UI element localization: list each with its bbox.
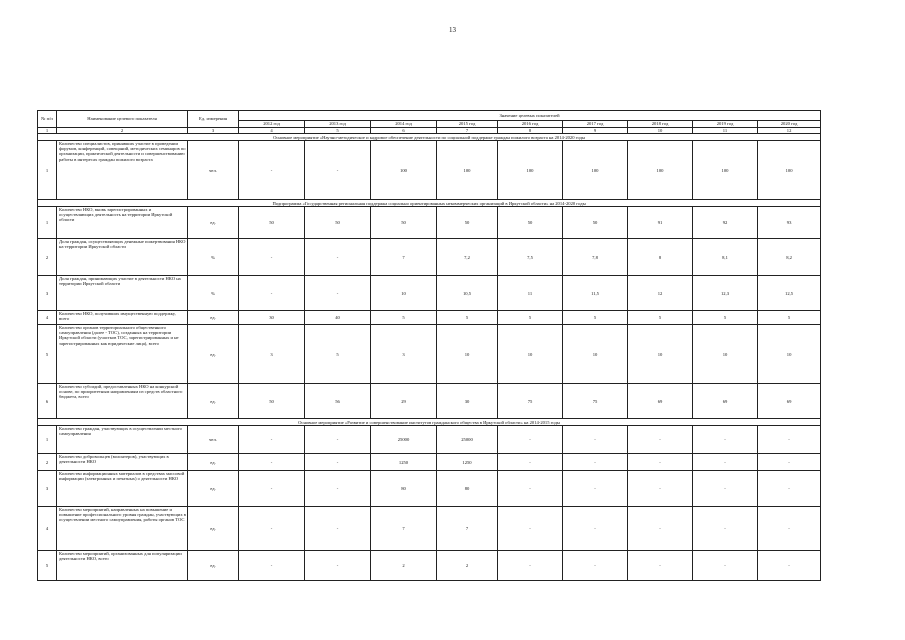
unit-cell: % <box>188 276 239 311</box>
indicator-name: Доля граждан, принимающих участие в деятельности НКО на территории Иркутской области <box>57 276 188 311</box>
value-cell: 100 <box>758 141 821 200</box>
value-cell: 5 <box>498 311 563 325</box>
value-cell: - <box>239 239 305 276</box>
table-row <box>38 276 821 311</box>
unit-cell: ед. <box>188 384 239 419</box>
section-header-row <box>38 419 821 426</box>
value-cell: 5 <box>563 311 628 325</box>
value-cell: 10 <box>628 325 693 384</box>
value-cell: - <box>563 471 628 507</box>
value-cell: 100 <box>563 141 628 200</box>
header-year: 2016 год <box>498 121 563 128</box>
value-cell: 50 <box>563 207 628 239</box>
row-number: 4 <box>38 311 57 325</box>
value-cell: 100 <box>628 141 693 200</box>
value-cell: 5 <box>693 311 758 325</box>
value-cell: - <box>239 507 305 551</box>
value-cell: 1250 <box>437 454 498 471</box>
value-cell: 29 <box>371 384 437 419</box>
table-row <box>38 426 821 454</box>
value-cell: - <box>498 471 563 507</box>
row-number: 4 <box>38 507 57 551</box>
value-cell: 56 <box>305 384 371 419</box>
header-year: 2019 год <box>693 121 758 128</box>
section-title: Подпрограмма «Государственная региональная поддержка социально ориентированных некоммерческих организаций в Иркутской области» на 2014-2020 годы <box>38 200 821 207</box>
value-cell: 11 <box>498 276 563 311</box>
value-cell: 8 <box>628 239 693 276</box>
value-cell: - <box>305 551 371 581</box>
value-cell: - <box>239 454 305 471</box>
value-cell: 7,2 <box>437 239 498 276</box>
value-cell: 100 <box>693 141 758 200</box>
row-number: 2 <box>38 239 57 276</box>
value-cell: 69 <box>628 384 693 419</box>
unit-cell: ед. <box>188 551 239 581</box>
value-cell: - <box>563 551 628 581</box>
value-cell: 11,5 <box>563 276 628 311</box>
value-cell: - <box>693 507 758 551</box>
header-num: № п/п <box>38 111 57 128</box>
value-cell: - <box>758 471 821 507</box>
value-cell: - <box>693 471 758 507</box>
value-cell: 12,5 <box>758 276 821 311</box>
value-cell: 50 <box>498 207 563 239</box>
value-cell: - <box>563 454 628 471</box>
row-number: 1 <box>38 426 57 454</box>
column-number: 9 <box>563 128 628 134</box>
unit-cell: чел. <box>188 141 239 200</box>
table-body <box>38 111 821 581</box>
row-number: 5 <box>38 325 57 384</box>
row-number: 3 <box>38 471 57 507</box>
value-cell: 10 <box>371 276 437 311</box>
value-cell: 40 <box>305 311 371 325</box>
value-cell: - <box>758 426 821 454</box>
column-number: 7 <box>437 128 498 134</box>
value-cell: 2 <box>371 551 437 581</box>
value-cell: 93 <box>758 207 821 239</box>
value-cell: 80 <box>437 471 498 507</box>
value-cell: - <box>498 551 563 581</box>
value-cell: 100 <box>437 141 498 200</box>
page-number: 13 <box>449 26 456 34</box>
section-title: Основное мероприятие «Развитие и совершенствование институтов гражданского общества в Иркутской области» на 2014-2015 годы <box>38 419 821 426</box>
column-number: 5 <box>305 128 371 134</box>
value-cell: 7 <box>371 507 437 551</box>
indicator-name: Количество органов территориального общественного самоуправления (далее - ТОС), созданных на территории Иркутской области (участков ТОС, зарегистрированных и не зарегистрированных как юридические лица), всего <box>57 325 188 384</box>
value-cell: - <box>239 551 305 581</box>
indicator-name: Количество мероприятий, организованных для популяризации деятельности НКО, всего <box>57 551 188 581</box>
value-cell: - <box>305 426 371 454</box>
table-row <box>38 454 821 471</box>
indicator-name: Количество мероприятий, направленных на повышение и повышение профессионального уровня граждан, участвующих в осуществлении местного самоуправления, работы органов ТОС <box>57 507 188 551</box>
value-cell: 75 <box>563 384 628 419</box>
value-cell: 92 <box>693 207 758 239</box>
value-cell: - <box>628 454 693 471</box>
column-number: 1 <box>38 128 57 134</box>
value-cell: - <box>758 551 821 581</box>
header-year: 2014 год <box>371 121 437 128</box>
value-cell: 5 <box>437 311 498 325</box>
row-number: 2 <box>38 454 57 471</box>
indicator-name: Количество НКО, получивших имущественную поддержку, всего <box>57 311 188 325</box>
value-cell: - <box>758 454 821 471</box>
table-row <box>38 207 821 239</box>
column-number: 10 <box>628 128 693 134</box>
unit-cell: чел. <box>188 426 239 454</box>
value-cell: 7 <box>371 239 437 276</box>
row-number: 5 <box>38 551 57 581</box>
value-cell: 10 <box>563 325 628 384</box>
value-cell: - <box>628 471 693 507</box>
table-row <box>38 325 821 384</box>
target-indicators-table <box>37 110 821 581</box>
value-cell: 5 <box>758 311 821 325</box>
header-name: Наименование целевого показателя <box>57 111 188 128</box>
value-cell: 7,5 <box>498 239 563 276</box>
value-cell: - <box>239 141 305 200</box>
value-cell: 7 <box>437 507 498 551</box>
table-row <box>38 471 821 507</box>
value-cell: 8,1 <box>693 239 758 276</box>
header-year: 2013 год <box>305 121 371 128</box>
column-number: 12 <box>758 128 821 134</box>
value-cell: - <box>305 141 371 200</box>
value-cell: 2 <box>437 551 498 581</box>
value-cell: - <box>305 454 371 471</box>
value-cell: 50 <box>371 207 437 239</box>
row-number: 1 <box>38 207 57 239</box>
header-values: Значение целевых показателей <box>239 111 821 121</box>
value-cell: - <box>239 426 305 454</box>
table-row <box>38 507 821 551</box>
value-cell: - <box>628 507 693 551</box>
value-cell: - <box>563 507 628 551</box>
row-number: 1 <box>38 141 57 200</box>
column-number: 4 <box>239 128 305 134</box>
indicator-name: Количество субсидий, предоставленных НКО на конкурсной основе, по приоритетным направлениям из средств областного бюджета, всего <box>57 384 188 419</box>
header-year: 2020 год <box>758 121 821 128</box>
value-cell: 100 <box>498 141 563 200</box>
table-row <box>38 311 821 325</box>
value-cell: 50 <box>305 207 371 239</box>
indicator-name: Количество граждан, участвующих в осуществлении местного самоуправления <box>57 426 188 454</box>
value-cell: 1250 <box>371 454 437 471</box>
value-cell: 10 <box>758 325 821 384</box>
value-cell: 25000 <box>371 426 437 454</box>
section-header-row <box>38 134 821 141</box>
value-cell: 50 <box>239 384 305 419</box>
value-cell: 12 <box>628 276 693 311</box>
row-number: 3 <box>38 276 57 311</box>
table-row <box>38 384 821 419</box>
unit-cell: ед. <box>188 507 239 551</box>
value-cell: - <box>498 454 563 471</box>
header-unit: Ед. измерения <box>188 111 239 128</box>
value-cell: 80 <box>371 471 437 507</box>
value-cell: 69 <box>758 384 821 419</box>
value-cell: - <box>498 507 563 551</box>
header-year: 2018 год <box>628 121 693 128</box>
value-cell: 25000 <box>437 426 498 454</box>
value-cell: - <box>628 426 693 454</box>
value-cell: - <box>305 471 371 507</box>
value-cell: - <box>239 471 305 507</box>
value-cell: 12,3 <box>693 276 758 311</box>
column-number: 6 <box>371 128 437 134</box>
value-cell: 8,2 <box>758 239 821 276</box>
row-number: 6 <box>38 384 57 419</box>
value-cell: 10 <box>693 325 758 384</box>
value-cell: 5 <box>628 311 693 325</box>
value-cell: - <box>628 551 693 581</box>
value-cell: 3 <box>371 325 437 384</box>
unit-cell: % <box>188 239 239 276</box>
section-title: Основное мероприятие «Научно-методическое и кадровое обеспечение деятельности по социальной поддержке граждан пожилого возраста на 2014-2020 годы <box>38 134 821 141</box>
column-number: 3 <box>188 128 239 134</box>
value-cell: 75 <box>498 384 563 419</box>
value-cell: 3 <box>239 325 305 384</box>
value-cell: 69 <box>693 384 758 419</box>
unit-cell: ед. <box>188 454 239 471</box>
value-cell: 10 <box>498 325 563 384</box>
value-cell: 30 <box>239 311 305 325</box>
value-cell: 91 <box>628 207 693 239</box>
column-number: 2 <box>57 128 188 134</box>
value-cell: - <box>693 426 758 454</box>
value-cell: 50 <box>437 207 498 239</box>
unit-cell: ед. <box>188 471 239 507</box>
value-cell: - <box>693 551 758 581</box>
table-row <box>38 141 821 200</box>
value-cell: - <box>305 239 371 276</box>
value-cell: 10,5 <box>437 276 498 311</box>
value-cell: 10 <box>437 325 498 384</box>
value-cell: 7,8 <box>563 239 628 276</box>
value-cell: 100 <box>371 141 437 200</box>
value-cell: - <box>758 507 821 551</box>
header-year: 2012 год <box>239 121 305 128</box>
unit-cell: ед. <box>188 325 239 384</box>
value-cell: 5 <box>371 311 437 325</box>
indicator-name: Количество добровольцев (волонтеров), участвующих в деятельности НКО <box>57 454 188 471</box>
header-row <box>38 111 821 121</box>
value-cell: 5 <box>305 325 371 384</box>
value-cell: 50 <box>239 207 305 239</box>
value-cell: 30 <box>437 384 498 419</box>
table-row <box>38 239 821 276</box>
column-number: 11 <box>693 128 758 134</box>
header-year: 2015 год <box>437 121 498 128</box>
header-year: 2017 год <box>563 121 628 128</box>
value-cell: - <box>693 454 758 471</box>
value-cell: - <box>305 507 371 551</box>
column-number: 8 <box>498 128 563 134</box>
indicator-name: Доля граждан, осуществляющих денежные пожертвования НКО на территории Иркутской области <box>57 239 188 276</box>
value-cell: - <box>305 276 371 311</box>
value-cell: - <box>239 276 305 311</box>
indicator-name: Количество НКО, вновь зарегистрированных и осуществляющих деятельность на территории Иркутской области <box>57 207 188 239</box>
value-cell: - <box>563 426 628 454</box>
unit-cell: ед. <box>188 207 239 239</box>
value-cell: - <box>498 426 563 454</box>
section-header-row <box>38 200 821 207</box>
indicator-name: Количество информационных материалов в средствах массовой информации (электронных и печатных) о деятельности НКО <box>57 471 188 507</box>
table-row <box>38 551 821 581</box>
indicator-name: Количество специалистов, принявших участие в проведении форумов, конференций, совещаний, методических семинаров по организации, практической деятельности и совершенствованию работы в интересах граждан пожилого возраста <box>57 141 188 200</box>
unit-cell: ед. <box>188 311 239 325</box>
